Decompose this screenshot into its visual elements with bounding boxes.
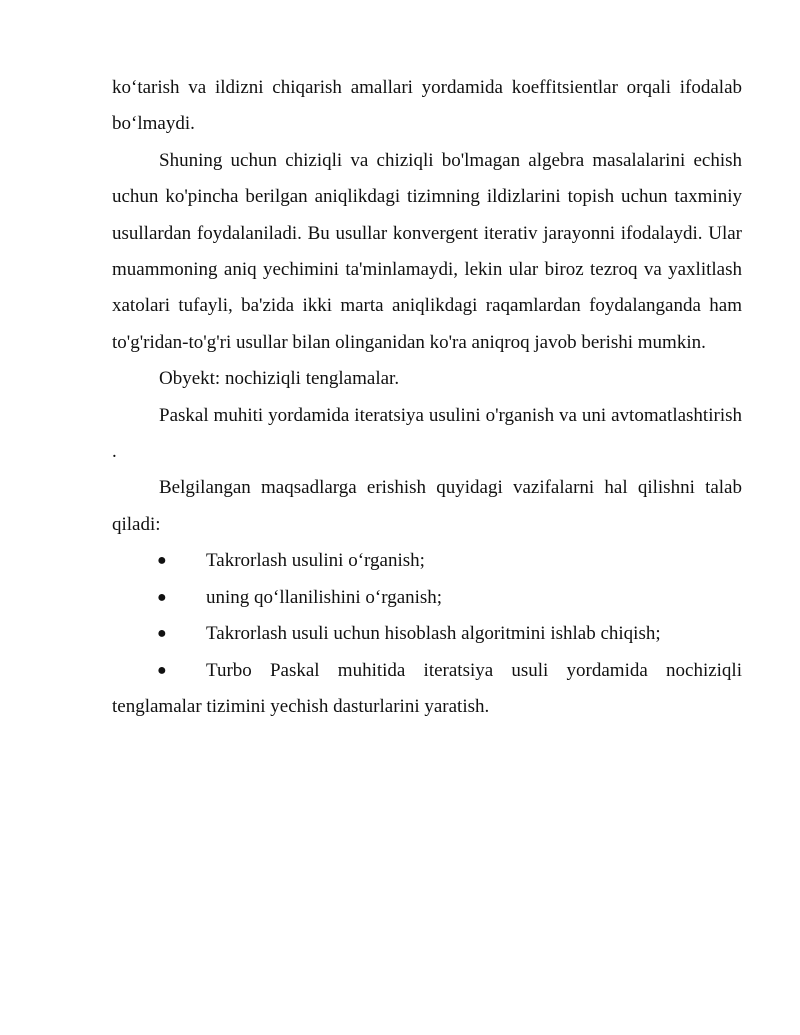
list-item [112,580,742,616]
bullet-icon: ● [157,625,167,643]
bullet-icon: ● [157,588,167,606]
paragraph-subject: Paskal muhiti yordamida iteratsiya usulini o'rganish va uni avtomatlashtirish . [112,404,742,463]
task-list [112,543,742,725]
list-item [112,543,742,579]
list-item-text: Takrorlash usuli uchun hisoblash algoritmini ishlab chiqish; [206,623,661,645]
list-item-text: Turbo Paskal muhitida iteratsiya usuli yordamida nochiziqli tenglamalar tizimini yechish dasturlarini yaratish. [112,659,742,717]
list-item-text: Takrorlash usulini o‘rganish; [206,550,425,572]
paragraph-continuation: ko‘tarish va ildizni chiqarish amallari yordamida koeffitsientlar orqali ifodalab bo‘lmaydi. [112,77,742,135]
paragraph-approximate-methods: Shuning uchun chiziqli va chiziqli bo'lmagan algebra masalalarini echish uchun ko'pincha berilgan aniqlikdagi tizimning ildizlarini topish uchun taxminiy usullardan foydalaniladi. Bu usullar konvergent iterativ jarayonni ifodalaydi. Ular muammoning aniq yechimini ta'minlamaydi, lekin ular biroz tezroq va yaxlitlash xatolari tufayli, ba'zida ikki marta aniqlikdagi raqamlardan foydalanganda ham to'g'ridan-to'g'ri usullar bilan olinganidan ko'ra aniqroq javob berishi mumkin. [112,149,742,353]
bullet-icon: ● [157,552,167,570]
list-item [112,616,742,652]
paragraph-tasks-intro: Belgilangan maqsadlarga erishish quyidagi vazifalarni hal qilishni talab qiladi: [112,477,742,535]
list-item-text: uning qo‘llanilishini o‘rganish; [206,586,443,608]
list-item [112,653,742,726]
paragraph-object: Obyekt: nochiziqli tenglamalar. [159,368,400,390]
document-body [112,70,742,725]
bullet-icon: ● [157,661,167,679]
